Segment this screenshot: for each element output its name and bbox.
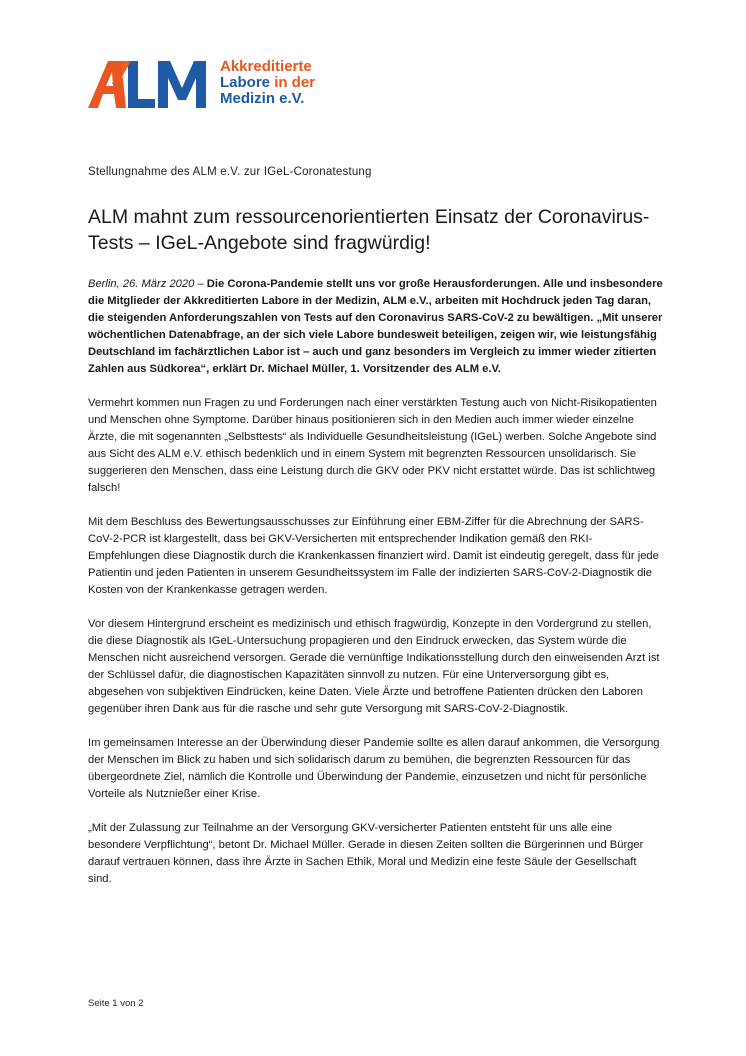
logo-line-1: Akkreditierte [220, 58, 312, 75]
logo-line-2b: in der [274, 74, 316, 91]
document-body [88, 276, 663, 905]
page-number: Seite 1 von 2 [88, 998, 144, 1009]
paragraph-3: Vor diesem Hintergrund erscheint es medizinisch und ethisch fragwürdig, Konzepte in den Vordergrund zu stellen, die diese Diagnostik als IGeL-Untersuchung propagieren und den Eindruck erwecken, das System würde die Menschen nicht ausreichend versorgen. Gerade die vernünftige Indikationsstellung durch den einweisenden Arzt ist der Schlüssel dafür, die diagnostischen Kapazitäten sinnvoll zu nutzen. Für eine Unterversorgung gibt es, abgesehen von subjektiven Eindrücken, keine Daten. Viele Ärzte und betroffene Patienten drücken den Laboren gegenüber ihren Dank aus für die rasche und sehr gute Versorgung mit SARS-CoV-2-Diagnostik. [88, 618, 660, 715]
paragraph-5: „Mit der Zulassung zur Teilnahme an der Versorgung GKV-versicherter Patienten entsteht für uns alle eine besondere Verpflichtung“, betont Dr. Michael Müller. Gerade in diesen Zeiten sollten die Bürgerinnen und Bürger darauf vertrauen können, dass ihre Ärzte in Sachen Ethik, Moral und Medizin eine feste Säule der Gesellschaft sind. [88, 822, 644, 885]
alm-logo-wordmark [220, 59, 315, 107]
logo-line-3: Medizin e.V. [220, 90, 305, 107]
lead-paragraph [88, 276, 663, 378]
logo-line-2a: Labore [220, 74, 275, 91]
lead-bold-text: Die Corona-Pandemie stellt uns vor große Herausforderungen. Alle und insbesondere die Mitglieder der Akkreditierten Labore in der Medizin, ALM e.V., arbeiten mit Hochdruck jeden Tag daran, die steigenden Anforderungszahlen von Tests auf den Coronavirus SARS-CoV-2 zu bewältigen. „Mit unserer wöchentlichen Datenabfrage, an der sich viele Labore bundesweit beteiligen, zeigen wir, wie leistungsfähig Deutschland im fachärztlichen Labor ist – auch und ganz besonders im Vergleich zu immer wieder zitierten Zahlen aus Südkorea“, erklärt Dr. Michael Müller, 1. Vorsitzender des ALM e.V. [88, 278, 663, 375]
lead-place-date: Berlin, 26. März 2020 [88, 278, 195, 290]
document-subtitle: Stellungnahme des ALM e.V. zur IGeL-Coronatestung [88, 166, 372, 178]
paragraph-2: Mit dem Beschluss des Bewertungsausschusses zur Einführung einer EBM-Ziffer für die Abrechnung der SARS-CoV-2-PCR ist klargestellt, dass bei GKV-Versicherten mit entsprechender Indikation gemäß den RKI-Empfehlungen diese Diagnostik durch die Krankenkassen finanziert wird. Damit ist eindeutig geregelt, dass für jede Patientin und jeden Patienten in unserem Gesundheitssystem im Falle der indizierten SARS-CoV-2-Diagnostik die Kosten von der Krankenkasse getragen werden. [88, 516, 659, 596]
alm-logo-mark [88, 58, 218, 114]
lead-dash: – [194, 278, 207, 290]
paragraph-4: Im gemeinsamen Interesse an der Überwindung dieser Pandemie sollte es allen darauf ankommen, die Versorgung der Menschen im Blick zu haben und sich solidarisch darum zu bemühen, die begrenzten Ressourcen für das übergeordnete Ziel, nämlich die Kontrolle und Überwindung der Pandemie, einzusetzen und nicht für persönliche Vorteile als Nutznießer einer Krise. [88, 737, 660, 800]
paragraph-1: Vermehrt kommen nun Fragen zu und Forderungen nach einer verstärkten Testung auch von Nicht-Risikopatienten und Menschen ohne Symptome. Darüber hinaus positionieren sich in den Medien auch immer wieder einzelne Ärzte, die mit sogenannten „Selbsttests“ als Individuelle Gesundheitsleistung (IGeL) werben. Solche Angebote sind aus Sicht des ALM e.V. ethisch bedenklich und in einem System mit begrenzten Ressourcen unsolidarisch. Sie suggerieren den Menschen, dass eine Leistung durch die GKV oder PKV nicht erstattet würde. Das ist schlichtweg falsch! [88, 397, 657, 494]
page-title: ALM mahnt zum ressourcenorientierten Einsatz der Coronavirus-Tests – IGeL-Angebote sind fragwürdig! [88, 206, 650, 254]
